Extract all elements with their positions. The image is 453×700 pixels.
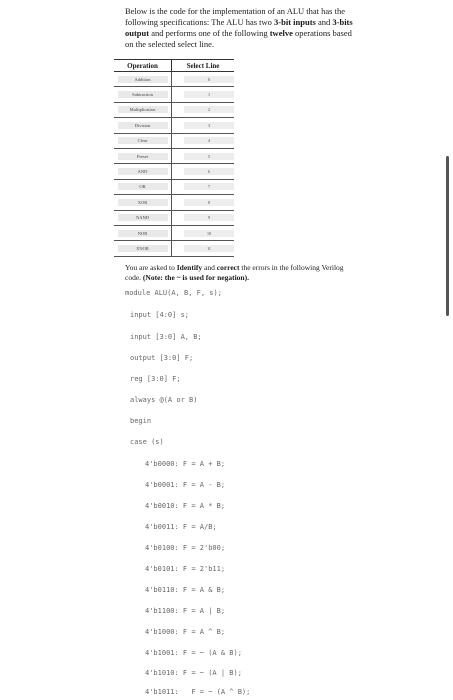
code-line: reg [3:0] F; <box>130 375 181 383</box>
operations-table <box>114 59 234 257</box>
code-line: case (s) <box>130 438 164 446</box>
operation-cell: Addition <box>118 76 168 83</box>
select-cell: 9 <box>184 214 234 221</box>
operation-cell: OR <box>118 183 168 190</box>
intro-text-3: and performs one of the following <box>149 28 270 38</box>
table-header-row <box>114 60 234 72</box>
select-cell: 1 <box>184 91 234 98</box>
code-line: 4'b0101: F = 2'b11; <box>145 565 226 573</box>
table-row <box>114 210 234 225</box>
code-line: 4'b1000: F = A ^ B; <box>145 628 226 636</box>
select-cell: 11 <box>184 245 234 252</box>
operation-cell: Clear <box>118 137 168 144</box>
operation-cell: Subtraction <box>118 91 168 98</box>
table-row <box>114 179 234 194</box>
select-cell: 3 <box>184 122 234 129</box>
select-cell: 5 <box>184 153 234 160</box>
header-operation: Operation <box>114 60 172 72</box>
code-line: input [4:0] s; <box>130 311 190 319</box>
task-paragraph <box>125 263 360 283</box>
select-cell: 0 <box>184 76 234 83</box>
code-line: module ALU(A, B, F, s); <box>125 289 222 297</box>
operation-cell: Preset <box>118 153 168 160</box>
task-correct-bold: correct <box>216 263 240 272</box>
table-row <box>114 87 234 102</box>
operation-cell: Division <box>118 122 168 129</box>
task-text-1: You are asked to <box>125 263 177 272</box>
select-cell: 8 <box>184 199 234 206</box>
scrollbar-thumb[interactable] <box>446 156 449 316</box>
select-cell: 2 <box>184 106 234 113</box>
intro-text-1: Below is the code for the implementation of an ALU that has the following specifications: The ALU has two <box>125 6 345 27</box>
select-cell: 10 <box>184 230 234 237</box>
code-line: 4'b0011: F = A/B; <box>145 523 217 531</box>
code-line: 4'b0010: F = A * B; <box>145 502 226 510</box>
operation-cell: NOR <box>118 230 168 237</box>
code-line: input [3:0] A, B; <box>130 333 202 341</box>
intro-twelve-bold: twelve <box>269 28 293 38</box>
table-row <box>114 148 234 163</box>
task-identify-bold: Identify <box>176 263 203 272</box>
operation-cell: AND <box>118 168 168 175</box>
code-line: output [3:0] F; <box>130 354 194 362</box>
operation-cell: XOR <box>118 199 168 206</box>
task-text-2: and <box>202 263 217 272</box>
operation-cell: Multiplication <box>118 106 168 113</box>
operation-cell: NAND <box>118 214 168 221</box>
code-line: 4'b1001: F = ~ (A & B); <box>145 649 242 657</box>
intro-text-2: and <box>315 17 333 27</box>
intro-output-bold: 3-bits output <box>125 17 353 38</box>
table-row <box>114 72 234 87</box>
code-line: always @(A or B) <box>130 396 198 404</box>
code-line: 4'b0100: F = 2'b00; <box>145 544 226 552</box>
table-row <box>114 102 234 117</box>
code-line: 4'b1011: F = ~ (A ^ B); <box>145 688 251 696</box>
table-row <box>114 164 234 179</box>
table-row <box>114 241 234 256</box>
table-row <box>114 118 234 133</box>
code-line: 4'b1010: F = ~ (A | B); <box>145 669 242 677</box>
operation-cell: XNOR <box>118 245 168 252</box>
intro-inputs-bold: 3-bit inputs <box>274 17 316 27</box>
code-line: 4'b0000: F = A + B; <box>145 460 226 468</box>
task-note-bold: (Note: the ~ is used for negation). <box>142 273 249 282</box>
code-line: 4'b0110: F = A & B; <box>145 586 226 594</box>
table-row <box>114 133 234 148</box>
code-line: 4'b0001: F = A - B; <box>145 481 226 489</box>
intro-paragraph <box>125 6 360 50</box>
code-line: 4'b1100: F = A | B; <box>145 607 226 615</box>
table-row <box>114 195 234 210</box>
header-select-line: Select Line <box>172 60 235 72</box>
table-row <box>114 225 234 240</box>
intro-text-4: operations based on the selected select line. <box>125 28 352 49</box>
select-cell: 4 <box>184 137 234 144</box>
task-text-3: the errors in the following Verilog code. <box>125 263 344 282</box>
select-cell: 7 <box>184 183 234 190</box>
select-cell: 6 <box>184 168 234 175</box>
code-line: begin <box>130 417 152 425</box>
